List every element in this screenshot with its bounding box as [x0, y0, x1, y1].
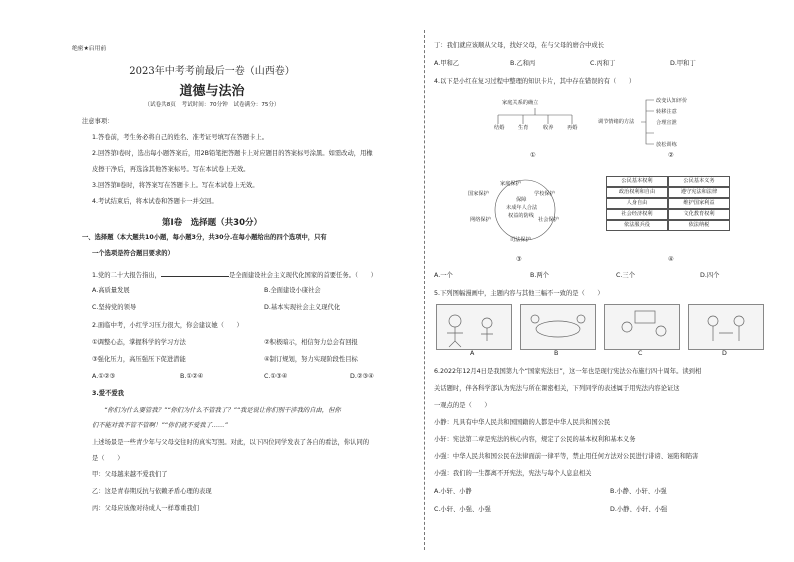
q6-line: 关话题时，伴各科学部认为宪法与所在课密相关，下列同学的表述属于用宪法内容论证这 [434, 385, 680, 392]
q4-option: D.四个 [700, 272, 720, 279]
q3-quote: “你们为什么要管我？”“你们为什么不管我了？”“我是说让你们别干涉我的自由，但你 [104, 407, 341, 414]
diagram3-center: 保障 [516, 197, 527, 203]
diagram3-node: 学校保护 [534, 191, 555, 197]
q1-option: B.全面建设小康社会 [264, 287, 321, 294]
q2-stem: 2.面临中考，小红学习压力很大，你会建议她（ ） [92, 322, 243, 329]
diagram3-center: 未成年人合法 [506, 205, 538, 211]
diagram4-table [606, 176, 730, 231]
cartoon-a-image [436, 304, 512, 350]
q6-option: A.小轩、小静 [434, 488, 472, 495]
diagram4-cell: 文化教育权利 [668, 209, 730, 220]
cartoon-label: C [638, 350, 643, 357]
note-line: 3.回答第Ⅱ卷时，将答案写在答题卡上。写在本试卷上无效。 [92, 182, 259, 189]
diagram2-item: 转移注意 [656, 109, 677, 115]
q4-option: C.三个 [616, 272, 635, 279]
diagram1-top: 家庭关系的确立 [502, 100, 539, 106]
note-line: 4.考试结束后，将本试卷和答题卡一并交回。 [92, 198, 218, 205]
q1-option: A.高质量发展 [92, 287, 130, 294]
answer-blank [161, 270, 229, 277]
diagram1-item: 收养 [543, 125, 554, 131]
q1-stem-post: 是全面建设社会主义现代化国家的首要任务。（ ） [228, 272, 377, 279]
diagram1-item: 再婚 [567, 125, 578, 131]
q3-line: 丁：我们就应该顺从父母，找好父母，在与父母的磨合中成长 [434, 42, 605, 49]
q6-option: C.小轩、小强、小强 [434, 506, 491, 513]
q3-option: D.甲和丁 [670, 60, 696, 67]
diagram4-cell: 政治权利和自由 [606, 187, 668, 198]
q2-item: ①调整心态，掌握科学的学习方法 [92, 339, 186, 346]
q2-option: C.①③④ [264, 373, 288, 380]
q3-line: 丙：父母应该像对待成人一样尊重我们 [92, 505, 200, 512]
q6-line: 6.2022年12月4日是我国第九个“国家宪法日”，这一年也是现行宪法公布施行四十周年。读到相 [434, 368, 702, 375]
q2-item: ③强化压力，高压强压下促进潜能 [92, 356, 186, 363]
diagram1-item: 生育 [518, 125, 529, 131]
q1-stem [92, 270, 377, 280]
q1-option: D.基本实现社会主义现代化 [264, 304, 341, 311]
section-title: 第Ⅰ卷 选择题（共30分） [162, 218, 262, 228]
diagram4-cell: 人身自由 [606, 198, 668, 209]
q2-item: ④制订规划，努力实现阶段性目标 [264, 356, 358, 363]
diagram2-num: ② [668, 152, 674, 159]
notes-heading: 注意事项： [82, 118, 114, 125]
diagram3-num: ③ [516, 256, 522, 263]
diagram1-item: 结婚 [494, 125, 505, 131]
note-line: 1.答卷前，考生务必将自己的姓名、准考证号填写在答题卡上。 [92, 134, 269, 141]
q1-option: C.坚持党的领导 [92, 304, 137, 311]
cartoon-label: A [470, 350, 475, 357]
q1-stem-pre: 1.党的二十大报告指出， [92, 272, 161, 279]
q6-line: 小强：我们的一生都离不开宪法，宪法与每个人息息相关 [434, 470, 592, 477]
diagram3-node: 社会保护 [538, 217, 559, 223]
q3-title: 3.爱不爱我 [92, 390, 124, 397]
diagram4-cell: 依法服兵役 [606, 220, 668, 231]
diagram3-node: 司法保护 [510, 237, 531, 243]
q2-item: ②积极暗示，相信努力总会有回报 [264, 339, 358, 346]
diagram2-item: 合理宣泄 [656, 120, 677, 126]
diagram2-brace [640, 98, 656, 146]
q3-option: A.甲和乙 [434, 60, 460, 67]
q6-line: 小轩：宪法第二章是宪法的核心内容，规定了公民的基本权利和基本义务 [434, 436, 636, 443]
diagram3-node: 国家保护 [468, 191, 489, 197]
section-instruction: 一、选择题（本大题共10小题，每小题3分，共30分.在每小题给出的四个选项中，只有 [82, 234, 327, 241]
diagram4-cell: 依法纳税 [668, 220, 730, 231]
q3-option: B.乙和丙 [510, 60, 536, 67]
note-line: 2.回答第Ⅰ卷时，选出每小题答案后，用2B铅笔把答题卡上对应题目的答案标号涂黑。如需改动，用橡 [92, 150, 373, 157]
secret-label: 绝密★启用前 [72, 46, 107, 52]
diagram4-cell: 维护国家利益 [668, 198, 730, 209]
cartoon-b-image [520, 304, 596, 350]
diagram2-left: 调节情绪的方法 [598, 119, 635, 125]
q2-option: A.①②③ [92, 373, 116, 380]
diagram4-cell: 社会经济权利 [606, 209, 668, 220]
q4-option: B.两个 [530, 272, 549, 279]
page-divider [424, 30, 425, 550]
exam-meta: （试卷共8页 考试时间：70分钟 试卷满分：75分） [144, 102, 280, 108]
q6-option: B.小静、小轩、小强 [610, 488, 667, 495]
q6-line: 一观点的是（ ） [434, 402, 491, 409]
q4-stem: 4.以下是小红在复习过程中整理的知识卡片，其中存在错误的有（ ） [434, 78, 636, 85]
q3-line: 上述场景是一些青少年与父母交往时的真实写照。对此，以下四位同学发表了各自的看法，你认同的 [92, 439, 370, 446]
cartoon-label: D [722, 350, 727, 357]
q3-line: 甲：父母越来越不爱我们了 [92, 471, 168, 478]
q5-stem: 5.下列图幅漫画中，主题内容与其他三幅不一致的是（ ） [434, 290, 604, 297]
diagram4-cell: 遵守宪法和法律 [668, 187, 730, 198]
diagram2-item: 放松训练 [656, 142, 677, 148]
q6-line: 小强：中华人民共和国公民在法律面前一律平等，禁止用任何方法对公民进行诽谤、诬陷和陷害 [434, 453, 699, 460]
cartoon-label: B [554, 350, 559, 357]
q3-quote: 们不能对我不管不管啊！”“你们就不爱我了……” [92, 422, 228, 429]
q6-option: D.小静、小轩、小强 [610, 506, 668, 513]
subject-title: 道德与法治 [179, 84, 245, 99]
q3-option: C.丙和丁 [590, 60, 616, 67]
diagram4-cell: 公民基本义务 [668, 176, 730, 187]
cartoon-c-image [604, 304, 680, 350]
q3-line: 是（ ） [92, 455, 124, 462]
exam-title: 2023年中考考前最后一卷（山西卷） [129, 66, 295, 77]
section-instruction: 一个选项是符合题目要求的） [92, 250, 174, 257]
diagram4-cell: 公民基本权利 [606, 176, 668, 187]
q2-option: B.①②④ [180, 373, 204, 380]
diagram3-node: 家庭保护 [500, 181, 521, 187]
diagram4-num: ④ [668, 256, 674, 263]
q4-option: A.一个 [434, 272, 453, 279]
q2-option: D.②③④ [350, 373, 374, 380]
q3-line: 乙：这是青春期反抗与依赖矛盾心理的表现 [92, 488, 212, 495]
cartoon-d-image [688, 304, 764, 350]
note-line: 皮擦干净后，再选涂其他答案标号。写在本试卷上无效。 [92, 166, 250, 173]
q6-line: 小静：凡具有中华人民共和国国籍的人都是中华人民共和国公民 [434, 419, 611, 426]
diagram2-item: 改变认知评价 [656, 98, 688, 104]
diagram3-center: 权益的防线 [508, 213, 534, 219]
diagram3-node: 网络保护 [470, 217, 491, 223]
diagram1-num: ① [530, 152, 536, 159]
